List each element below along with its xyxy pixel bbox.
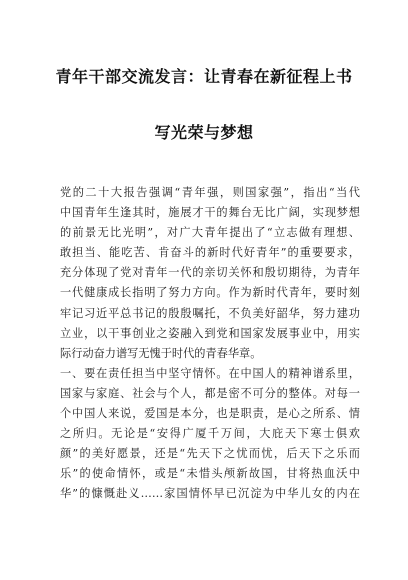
body-line: 党的二十大报告强调“青年强，则国家强”，指出“当代 (60, 186, 360, 199)
body-line: 个中国人来说，爱国是本分，也是职责，是心之所系、情 (60, 407, 360, 421)
body-line: 立业，以干事创业之姿融入到党和国家发展事业中，用实 (60, 326, 360, 340)
body-line: 敢担当、能吃苦、肯奋斗的新时代好青年”的重要要求， (60, 246, 360, 260)
body-line: 之所归。无论是“安得广厦千万间，大庇天下寒士俱欢 (60, 427, 360, 441)
body-line: 中国青年生逢其时，施展才干的舞台无比广阔，实现梦想 (60, 206, 360, 220)
document-title-line-1: 青年干部交流发言：让青春在新征程上书 (55, 67, 353, 86)
body-line: 牢记习近平总书记的殷殷嘱托，不负美好韶华，努力建功 (60, 306, 360, 320)
body-line: 际行动奋力谱写无愧于时代的青春华章。 (60, 346, 262, 360)
body-line: 一、要在责任担当中坚守情怀。在中国人的精神谱系里， (60, 366, 360, 380)
document-title-line-2: 写光荣与梦想 (154, 123, 254, 142)
body-line: 充分体现了党对青年一代的亲切关怀和殷切期待，为青年 (60, 266, 360, 280)
body-line: 国家与家庭、社会与个人，都是密不可分的整体。对每一 (60, 386, 360, 400)
document-body (60, 183, 360, 505)
body-line: 一代健康成长指明了努力方向。作为新时代青年，要时刻 (60, 286, 360, 300)
body-line: 的前景无比光明”，对广大青年提出了“立志做有理想、 (60, 226, 360, 240)
body-line: 颜”的美好愿景，还是“先天下之忧而忧，后天下之乐而 (60, 447, 360, 461)
body-line: 华”的慷慨赴义……家国情怀早已沉淀为中华儿女的内在 (60, 487, 360, 501)
body-line: 乐”的使命情怀，或是“未惜头颅新故国，甘将热血沃中 (60, 467, 360, 481)
